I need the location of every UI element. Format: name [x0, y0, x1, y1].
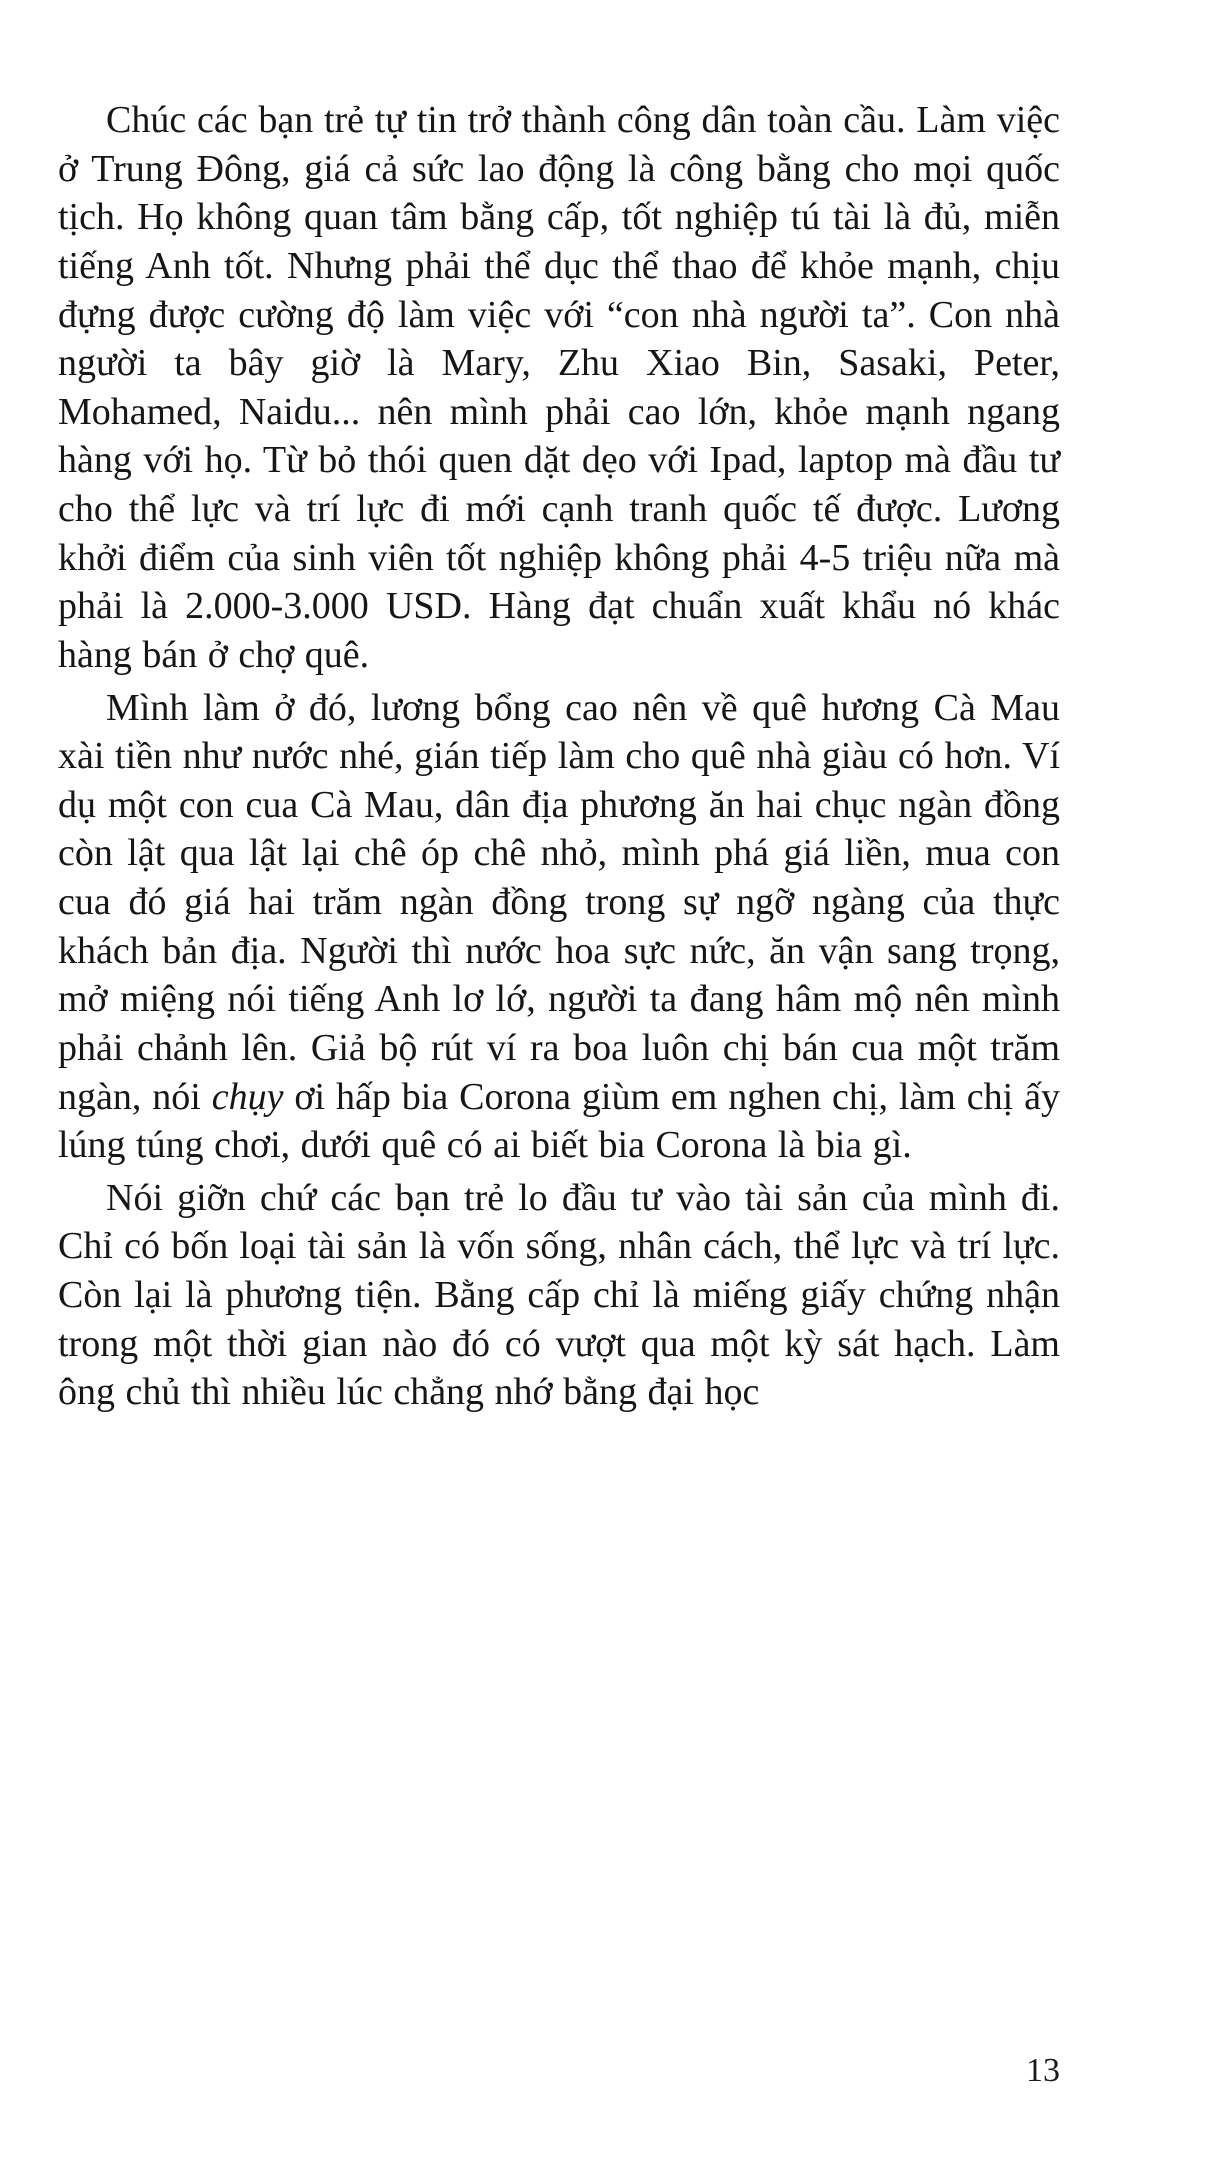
text-block: [58, 96, 1060, 1421]
paragraph-2: [58, 684, 1060, 1170]
page-number: 13: [1026, 2052, 1060, 2089]
italic-word: chụy: [211, 1075, 284, 1118]
paragraph-1: Chúc các bạn trẻ tự tin trở thành công dân toàn cầu. Làm việc ở Trung Đông, giá cả sức lao động là công bằng cho mọi quốc tịch. Họ không quan tâm bằng cấp, tốt nghiệp tú tài là đủ, miễn tiếng Anh tốt. Nhưng phải thể dục thể thao để khỏe mạnh, chịu đựng được cường độ làm việc với “con nhà người ta”. Con nhà người ta bây giờ là Mary, Zhu Xiao Bin, Sasaki, Peter, Mohamed, Naidu... nên mình phải cao lớn, khỏe mạnh ngang hàng với họ. Từ bỏ thói quen dặt dẹo với Ipad, laptop mà đầu tư cho thể lực và trí lực đi mới cạnh tranh quốc tế được. Lương khởi điểm của sinh viên tốt nghiệp không phải 4-5 triệu nữa mà phải là 2.000-3.000 USD. Hàng đạt chuẩn xuất khẩu nó khác hàng bán ở chợ quê.: [58, 99, 1060, 676]
paragraph-2-text-after: ơi hấp bia Corona giùm em nghen chị, làm chị ấy lúng túng chơi, dưới quê có ai biết bia Corona là bia gì.: [58, 1075, 1060, 1167]
paragraph-3: Nói giỡn chứ các bạn trẻ lo đầu tư vào tài sản của mình đi. Chỉ có bốn loại tài sản là vốn sống, nhân cách, thể lực và trí lực. Còn lại là phương tiện. Bằng cấp chỉ là miếng giấy chứng nhận trong một thời gian nào đó có vượt qua một kỳ sát hạch. Làm ông chủ thì nhiều lúc chẳng nhớ bằng đại học: [58, 1176, 1060, 1414]
paragraph-2-text-before: Mình làm ở đó, lương bổng cao nên về quê hương Cà Mau xài tiền như nước nhé, gián tiếp làm cho quê nhà giàu có hơn. Ví dụ một con cua Cà Mau, dân địa phương ăn hai chục ngàn đồng còn lật qua lật lại chê óp chê nhỏ, mình phá giá liền, mua con cua đó giá hai trăm ngàn đồng trong sự ngỡ ngàng của thực khách bản địa. Người thì nước hoa sực nức, ăn vận sang trọng, mở miệng nói tiếng Anh lơ lớ, người ta đang hâm mộ nên mình phải chảnh lên. Giả bộ rút ví ra boa luôn chị bán cua một trăm ngàn, nói: [58, 686, 1060, 1118]
